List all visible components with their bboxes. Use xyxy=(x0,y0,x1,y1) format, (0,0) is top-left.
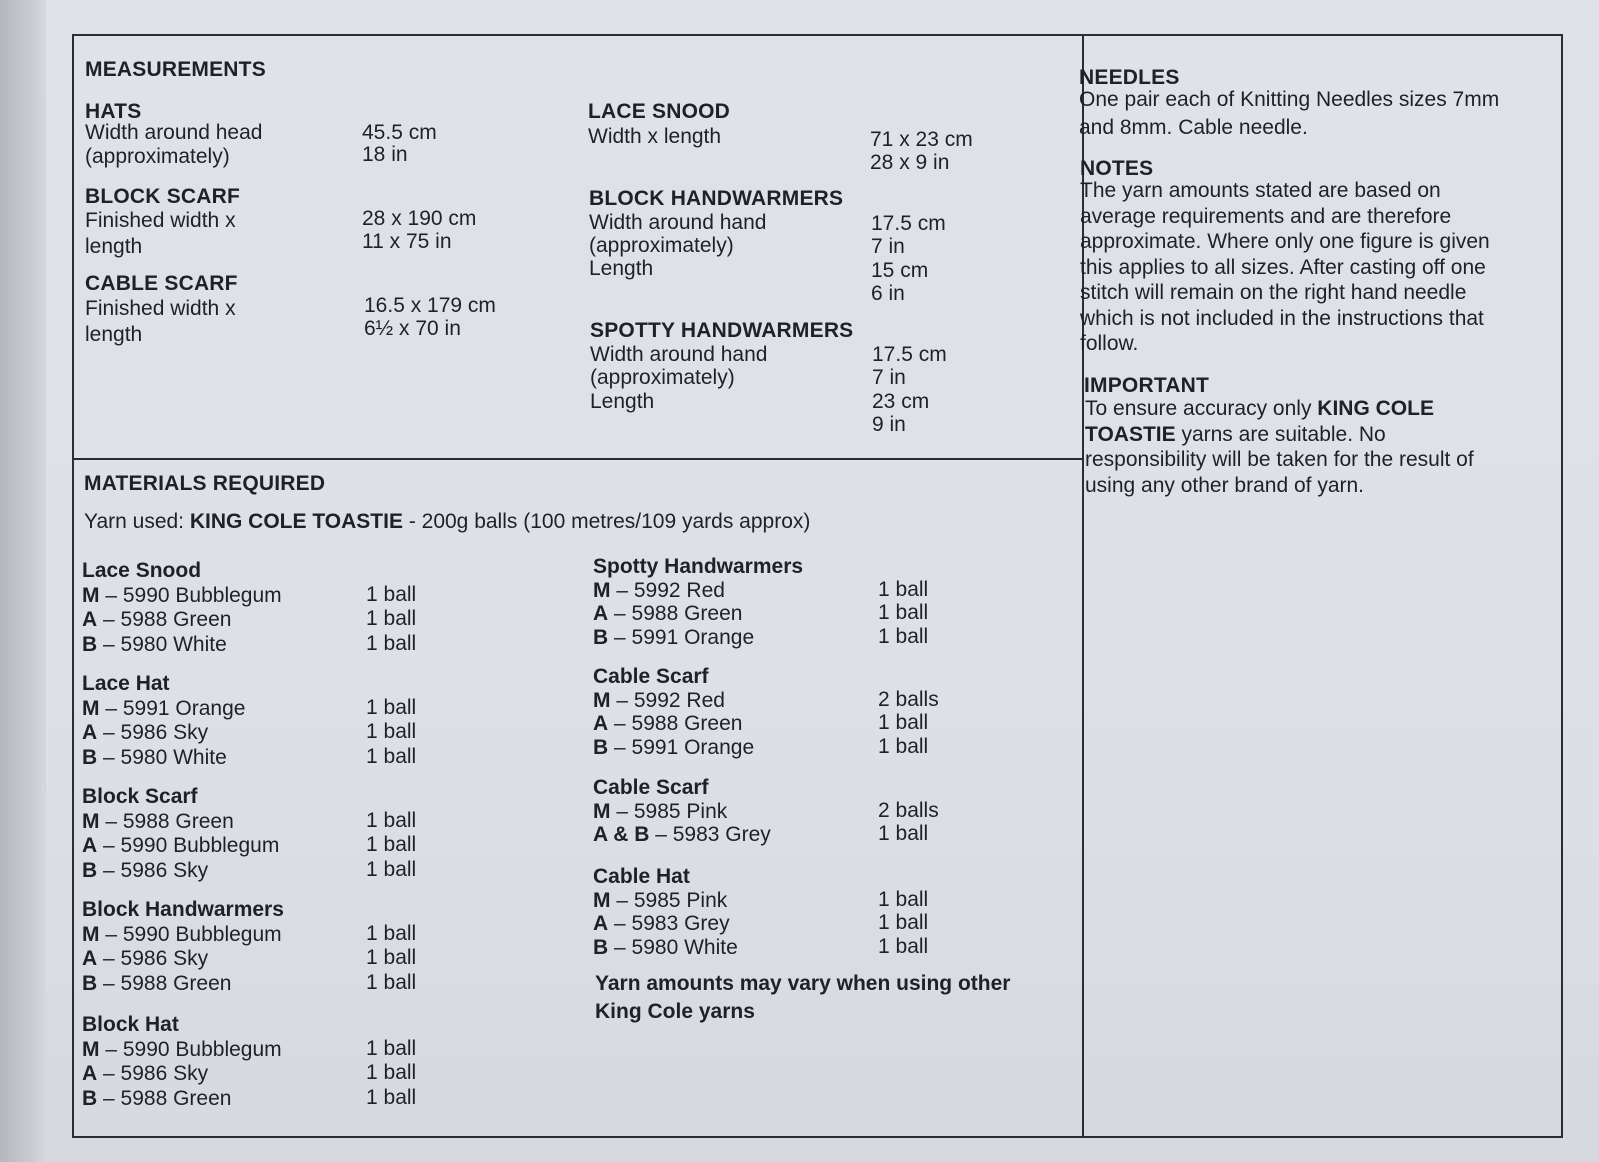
quantity: 1 ball xyxy=(878,822,929,845)
colour-name: 5988 Green xyxy=(120,608,232,631)
spotty-handwarmers-title: SPOTTY HANDWARMERS xyxy=(590,319,854,342)
colour-name: 5990 Bubblegum xyxy=(120,834,280,857)
block-handwarmers-label: Length xyxy=(589,257,654,280)
quantity: 1 ball xyxy=(878,624,929,648)
dash: – xyxy=(97,834,121,857)
material-row xyxy=(593,912,730,936)
dash: – xyxy=(99,1037,123,1061)
colour-name: 5988 Green xyxy=(631,712,743,735)
material-row xyxy=(82,1087,231,1111)
block-handwarmers-title: BLOCK HANDWARMERS xyxy=(589,187,844,210)
quantity: 1 ball xyxy=(878,887,929,911)
colour-name: 5992 Red xyxy=(633,688,725,712)
quantity: 1 ball xyxy=(878,577,929,601)
material-row xyxy=(593,626,754,650)
colour-code: M xyxy=(82,583,100,607)
important-line: responsibility will be taken for the result of xyxy=(1085,448,1474,471)
hats-label: (approximately) xyxy=(85,145,230,168)
important-line xyxy=(1085,422,1474,448)
colour-name: 5983 Grey xyxy=(672,823,771,846)
dash: – xyxy=(97,608,121,631)
important-text-span: To ensure accuracy only xyxy=(1085,397,1318,420)
block-scarf-label: Finished width x xyxy=(85,209,236,232)
colour-name: 5985 Pink xyxy=(633,799,728,823)
dash: – xyxy=(99,696,123,720)
block-handwarmers-value: 7 in xyxy=(871,235,905,258)
material-group-title: Block Hat xyxy=(82,1013,179,1036)
colour-name: 5991 Orange xyxy=(631,625,755,649)
lace-snood-label: Width x length xyxy=(588,125,722,148)
cable-scarf-label: length xyxy=(85,323,143,346)
colour-name: 5983 Grey xyxy=(631,912,730,935)
colour-code: M xyxy=(593,578,611,602)
material-row xyxy=(82,834,279,858)
block-scarf-value: 28 x 190 cm xyxy=(362,207,477,230)
colour-code: A xyxy=(593,712,609,735)
material-group-title: Spotty Handwarmers xyxy=(593,555,804,578)
colour-name: 5988 Green xyxy=(122,809,234,833)
dash: – xyxy=(610,578,634,602)
important-heading: IMPORTANT xyxy=(1084,374,1210,397)
dash: – xyxy=(97,632,121,656)
colour-code: A xyxy=(82,947,98,970)
colour-code: M xyxy=(593,688,611,712)
colour-name: 5991 Orange xyxy=(122,696,246,720)
colour-name: 5980 White xyxy=(631,935,738,959)
block-handwarmers-label: (approximately) xyxy=(589,234,734,257)
quantity: 1 ball xyxy=(366,946,417,969)
colour-name: 5985 Pink xyxy=(633,888,728,912)
colour-name: 5986 Sky xyxy=(120,858,209,882)
material-row xyxy=(82,947,208,971)
dash: – xyxy=(97,1086,121,1110)
material-row xyxy=(82,721,208,745)
colour-name: 5988 Green xyxy=(120,1086,232,1110)
dash: – xyxy=(99,922,123,946)
colour-name: 5992 Red xyxy=(633,578,725,602)
cable-scarf-label: Finished width x xyxy=(85,297,236,320)
material-row xyxy=(82,972,231,996)
colour-code: A xyxy=(82,721,98,744)
lace-snood-value: 71 x 23 cm xyxy=(870,128,973,151)
material-row xyxy=(593,936,738,960)
material-row xyxy=(593,800,727,824)
yarn-prefix: Yarn used: xyxy=(84,510,190,533)
book-gutter xyxy=(0,0,46,1162)
material-group-title: Lace Snood xyxy=(82,559,202,582)
quantity: 1 ball xyxy=(878,711,929,734)
spotty-handwarmers-value: 9 in xyxy=(872,413,906,436)
section-divider xyxy=(72,458,1084,460)
colour-name: 5986 Sky xyxy=(120,1062,209,1085)
dash: – xyxy=(97,971,121,995)
dash: – xyxy=(610,799,634,823)
material-row xyxy=(82,697,245,721)
material-row xyxy=(82,746,227,770)
colour-code: M xyxy=(593,888,611,912)
notes-line: The yarn amounts stated are based on xyxy=(1080,179,1441,202)
dash: – xyxy=(608,625,632,649)
colour-code: B xyxy=(82,745,98,769)
notes-line: this applies to all sizes. After casting off one xyxy=(1080,255,1486,279)
quantity: 2 balls xyxy=(878,798,939,822)
quantity: 1 ball xyxy=(366,857,417,881)
spotty-handwarmers-value: 17.5 cm xyxy=(872,343,947,366)
spotty-handwarmers-label: Width around hand xyxy=(590,343,768,366)
material-row xyxy=(82,1062,208,1086)
block-scarf-title: BLOCK SCARF xyxy=(85,185,241,208)
material-group-title: Cable Scarf xyxy=(593,776,709,799)
colour-code: B xyxy=(593,625,609,649)
material-row xyxy=(593,689,725,713)
needles-text: and 8mm. Cable needle. xyxy=(1079,116,1308,139)
material-row xyxy=(593,889,727,913)
colour-code: B xyxy=(82,858,98,882)
dash: – xyxy=(99,583,123,607)
cable-scarf-title: CABLE SCARF xyxy=(85,272,238,295)
quantity: 1 ball xyxy=(366,833,417,856)
yarn-name: KING COLE TOASTIE xyxy=(189,510,403,533)
colour-code: B xyxy=(82,632,98,656)
quantity: 2 balls xyxy=(878,687,939,711)
colour-name: 5980 White xyxy=(120,745,227,769)
dash: – xyxy=(608,602,632,625)
colour-name: 5986 Sky xyxy=(120,721,209,744)
quantity: 1 ball xyxy=(878,601,929,624)
colour-code: A xyxy=(593,602,609,625)
material-row xyxy=(82,584,282,608)
cable-scarf-value: 6½ x 70 in xyxy=(364,317,461,340)
dash: – xyxy=(608,935,632,959)
dash: – xyxy=(608,912,632,935)
quantity: 1 ball xyxy=(366,695,417,719)
block-scarf-label: length xyxy=(85,235,143,258)
material-row xyxy=(593,579,725,603)
colour-code: A xyxy=(82,834,98,857)
colour-code: B xyxy=(593,735,609,759)
quantity: 1 ball xyxy=(366,808,417,832)
hats-title: HATS xyxy=(85,100,142,123)
spotty-handwarmers-label: (approximately) xyxy=(590,366,735,389)
quantity: 1 ball xyxy=(366,607,417,630)
block-scarf-value: 11 x 75 in xyxy=(362,230,452,253)
dash: – xyxy=(610,688,634,712)
hats-label: Width around head xyxy=(85,121,263,144)
dash: – xyxy=(608,735,632,759)
colour-code: A xyxy=(82,608,98,631)
materials-heading: MATERIALS REQUIRED xyxy=(84,472,326,495)
colour-code: M xyxy=(82,809,100,833)
material-row xyxy=(593,736,754,760)
brand-name: KING COLE xyxy=(1317,397,1434,420)
block-handwarmers-label: Width around hand xyxy=(589,211,767,234)
colour-name: 5990 Bubblegum xyxy=(122,922,282,946)
colour-name: 5991 Orange xyxy=(631,735,755,759)
quantity: 1 ball xyxy=(366,1036,417,1060)
notes-line: stitch will remain on the right hand needle xyxy=(1080,281,1467,304)
colour-code: A xyxy=(82,1062,98,1085)
quantity: 1 ball xyxy=(878,734,929,758)
material-group-title: Cable Hat xyxy=(593,865,690,888)
colour-name: 5990 Bubblegum xyxy=(122,1037,282,1061)
dash: – xyxy=(97,1062,121,1085)
quantity: 1 ball xyxy=(878,934,929,958)
needles-heading: NEEDLES xyxy=(1079,66,1180,89)
quantity: 1 ball xyxy=(366,631,417,655)
colour-code: M xyxy=(82,1037,100,1061)
material-row xyxy=(82,608,231,632)
spotty-handwarmers-value: 7 in xyxy=(872,366,906,389)
spotty-handwarmers-value: 23 cm xyxy=(872,390,930,413)
cable-scarf-value: 16.5 x 179 cm xyxy=(364,294,496,317)
material-row xyxy=(82,1038,282,1062)
material-group-title: Block Handwarmers xyxy=(82,898,284,921)
colour-name: 5990 Bubblegum xyxy=(122,583,282,607)
colour-code: M xyxy=(593,799,611,823)
colour-code: A & B xyxy=(593,823,650,846)
notes-line: which is not included in the instructions that xyxy=(1080,306,1484,330)
brand-name: TOASTIE xyxy=(1085,422,1176,446)
colour-name: 5988 Green xyxy=(631,602,743,625)
dash: – xyxy=(97,858,121,882)
dash: – xyxy=(99,809,123,833)
notes-line: approximate. Where only one figure is given xyxy=(1080,230,1490,253)
yarn-note: King Cole yarns xyxy=(595,1000,755,1023)
material-row xyxy=(82,859,208,883)
notes-line: follow. xyxy=(1080,332,1139,355)
dash: – xyxy=(97,745,121,769)
lace-snood-value: 28 x 9 in xyxy=(870,151,950,174)
colour-code: B xyxy=(82,971,98,995)
quantity: 1 ball xyxy=(366,582,417,606)
notes-line: average requirements and are therefore xyxy=(1080,204,1452,228)
notes-heading: NOTES xyxy=(1080,157,1154,180)
colour-name: 5988 Green xyxy=(120,971,232,995)
spotty-handwarmers-label: Length xyxy=(590,390,655,413)
material-row xyxy=(82,633,227,657)
hats-value: 45.5 cm xyxy=(362,121,437,144)
quantity: 1 ball xyxy=(366,1061,417,1084)
yarn-used-line xyxy=(84,510,810,534)
colour-code: B xyxy=(593,935,609,959)
colour-code: M xyxy=(82,696,100,720)
material-group-title: Lace Hat xyxy=(82,672,170,695)
yarn-details: - 200g balls (100 metres/109 yards approx) xyxy=(402,510,811,533)
yarn-note: Yarn amounts may vary when using other xyxy=(595,972,1011,995)
colour-code: M xyxy=(82,922,100,946)
material-row xyxy=(82,810,234,834)
material-row xyxy=(593,712,742,736)
important-line: using any other brand of yarn. xyxy=(1085,473,1365,497)
dash: – xyxy=(649,823,673,846)
quantity: 1 ball xyxy=(366,970,417,994)
quantity: 1 ball xyxy=(366,921,417,945)
measurements-heading: MEASUREMENTS xyxy=(85,58,266,81)
notes-text xyxy=(1080,178,1490,357)
material-row xyxy=(82,923,282,947)
material-row xyxy=(593,823,771,847)
block-handwarmers-value: 6 in xyxy=(871,282,905,305)
block-handwarmers-value: 15 cm xyxy=(871,259,929,282)
important-text-span: yarns are suitable. No xyxy=(1175,422,1386,446)
hats-value: 18 in xyxy=(362,143,408,166)
colour-code: A xyxy=(593,912,609,935)
important-line xyxy=(1085,396,1474,422)
quantity: 1 ball xyxy=(366,1085,417,1109)
lace-snood-title: LACE SNOOD xyxy=(588,100,731,123)
quantity: 1 ball xyxy=(366,720,417,743)
material-group-title: Block Scarf xyxy=(82,785,198,808)
block-handwarmers-value: 17.5 cm xyxy=(871,212,946,235)
important-text xyxy=(1085,396,1474,498)
material-group-title: Cable Scarf xyxy=(593,665,709,688)
needles-text: One pair each of Knitting Needles sizes 7mm xyxy=(1079,88,1500,111)
dash: – xyxy=(608,712,632,735)
dash: – xyxy=(97,721,121,744)
colour-name: 5986 Sky xyxy=(120,947,209,970)
dash: – xyxy=(610,888,634,912)
quantity: 1 ball xyxy=(878,911,929,934)
colour-name: 5980 White xyxy=(120,632,227,656)
dash: – xyxy=(97,947,121,970)
quantity: 1 ball xyxy=(366,744,417,768)
colour-code: B xyxy=(82,1086,98,1110)
material-row xyxy=(593,602,742,626)
